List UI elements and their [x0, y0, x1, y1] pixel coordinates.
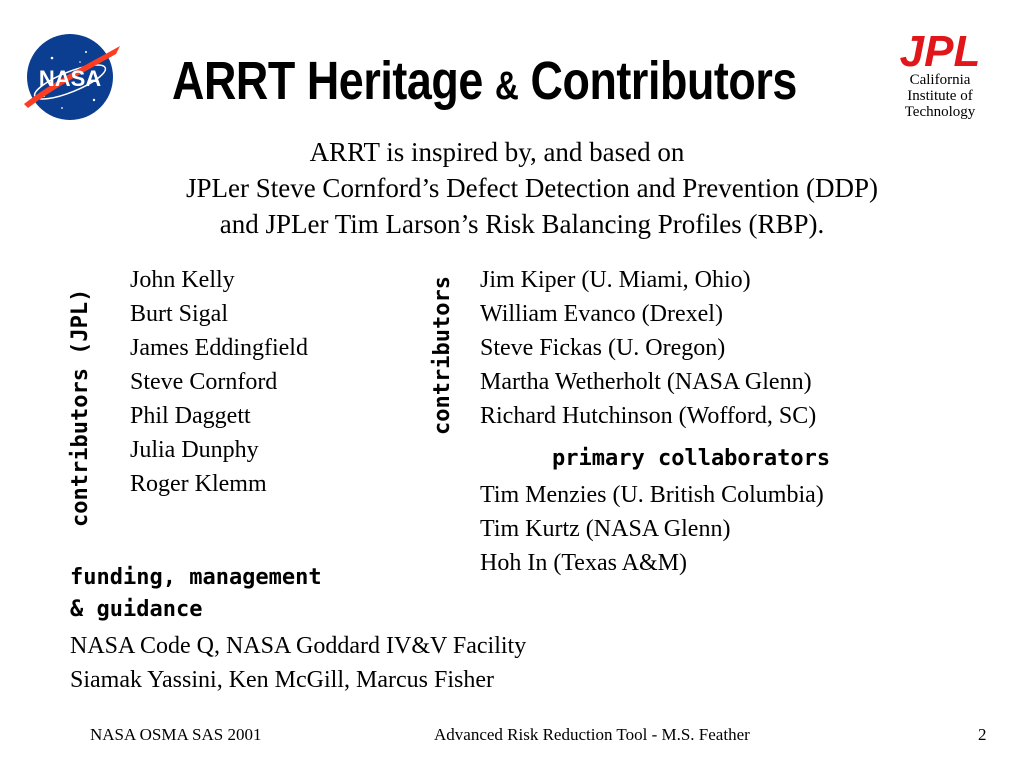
- list-item: Phil Daggett: [130, 403, 251, 429]
- funding-line: NASA Code Q, NASA Goddard IV&V Facility: [70, 633, 527, 659]
- jpl-contributors-list: [130, 263, 308, 501]
- list-item: Burt Sigal: [130, 301, 229, 327]
- jpl-logo-icon: [888, 30, 992, 72]
- list-item: Martha Wetherholt (NASA Glenn): [480, 369, 812, 395]
- slide-title: [172, 50, 797, 112]
- list-item: Tim Menzies (U. British Columbia): [480, 482, 824, 508]
- funding-heading-line: funding, management: [70, 565, 322, 590]
- page-number: 2: [978, 725, 987, 744]
- title-end: Contributors: [530, 51, 797, 111]
- list-item: Roger Klemm: [130, 471, 267, 497]
- title-main: ARRT Heritage: [172, 51, 483, 111]
- jpl-caption-line: California: [909, 72, 971, 88]
- list-item: James Eddingfield: [130, 335, 308, 361]
- footer-event: NASA OSMA SAS 2001: [90, 725, 262, 744]
- list-item: Hoh In (Texas A&M): [480, 550, 687, 576]
- list-item: Jim Kiper (U. Miami, Ohio): [480, 267, 751, 293]
- collaborators-list: [480, 478, 824, 580]
- jpl-caption-line: Institute of: [907, 88, 973, 104]
- list-item: John Kelly: [130, 267, 235, 293]
- footer-title: Advanced Risk Reduction Tool - M.S. Feather: [434, 725, 750, 744]
- nasa-logo: [22, 30, 122, 122]
- list-item: Richard Hutchinson (Wofford, SC): [480, 403, 817, 429]
- title-ampersand: &: [494, 64, 519, 108]
- list-item: William Evanco (Drexel): [480, 301, 723, 327]
- nasa-meatball-icon: [22, 30, 122, 122]
- external-contributors-label: contributors: [430, 276, 455, 435]
- intro-line: ARRT is inspired by, and based on: [309, 137, 685, 167]
- jpl-contributors-label: contributors (JPL): [68, 288, 93, 527]
- list-item: Tim Kurtz (NASA Glenn): [480, 516, 731, 542]
- list-item: Steve Cornford: [130, 369, 278, 395]
- external-contributors-list: [480, 263, 816, 433]
- svg-text:JPL: JPL: [899, 30, 981, 72]
- funding-heading-line: & guidance: [70, 597, 203, 622]
- intro-text: [0, 134, 1024, 242]
- funding-heading: [70, 562, 322, 626]
- intro-line: JPLer Steve Cornford’s Defect Detection and Prevention (DDP): [185, 173, 879, 203]
- jpl-logo: [884, 30, 996, 130]
- funding-line: Siamak Yassini, Ken McGill, Marcus Fisher: [70, 667, 494, 693]
- intro-line: and JPLer Tim Larson’s Risk Balancing Profiles (RBP).: [219, 209, 825, 239]
- list-item: Steve Fickas (U. Oregon): [480, 335, 726, 361]
- jpl-caption-line: Technology: [904, 104, 976, 120]
- funding-text: [70, 629, 526, 697]
- svg-text:NASA: NASA: [38, 66, 102, 91]
- collaborators-heading: primary collaborators: [552, 446, 831, 471]
- list-item: Julia Dunphy: [130, 437, 259, 463]
